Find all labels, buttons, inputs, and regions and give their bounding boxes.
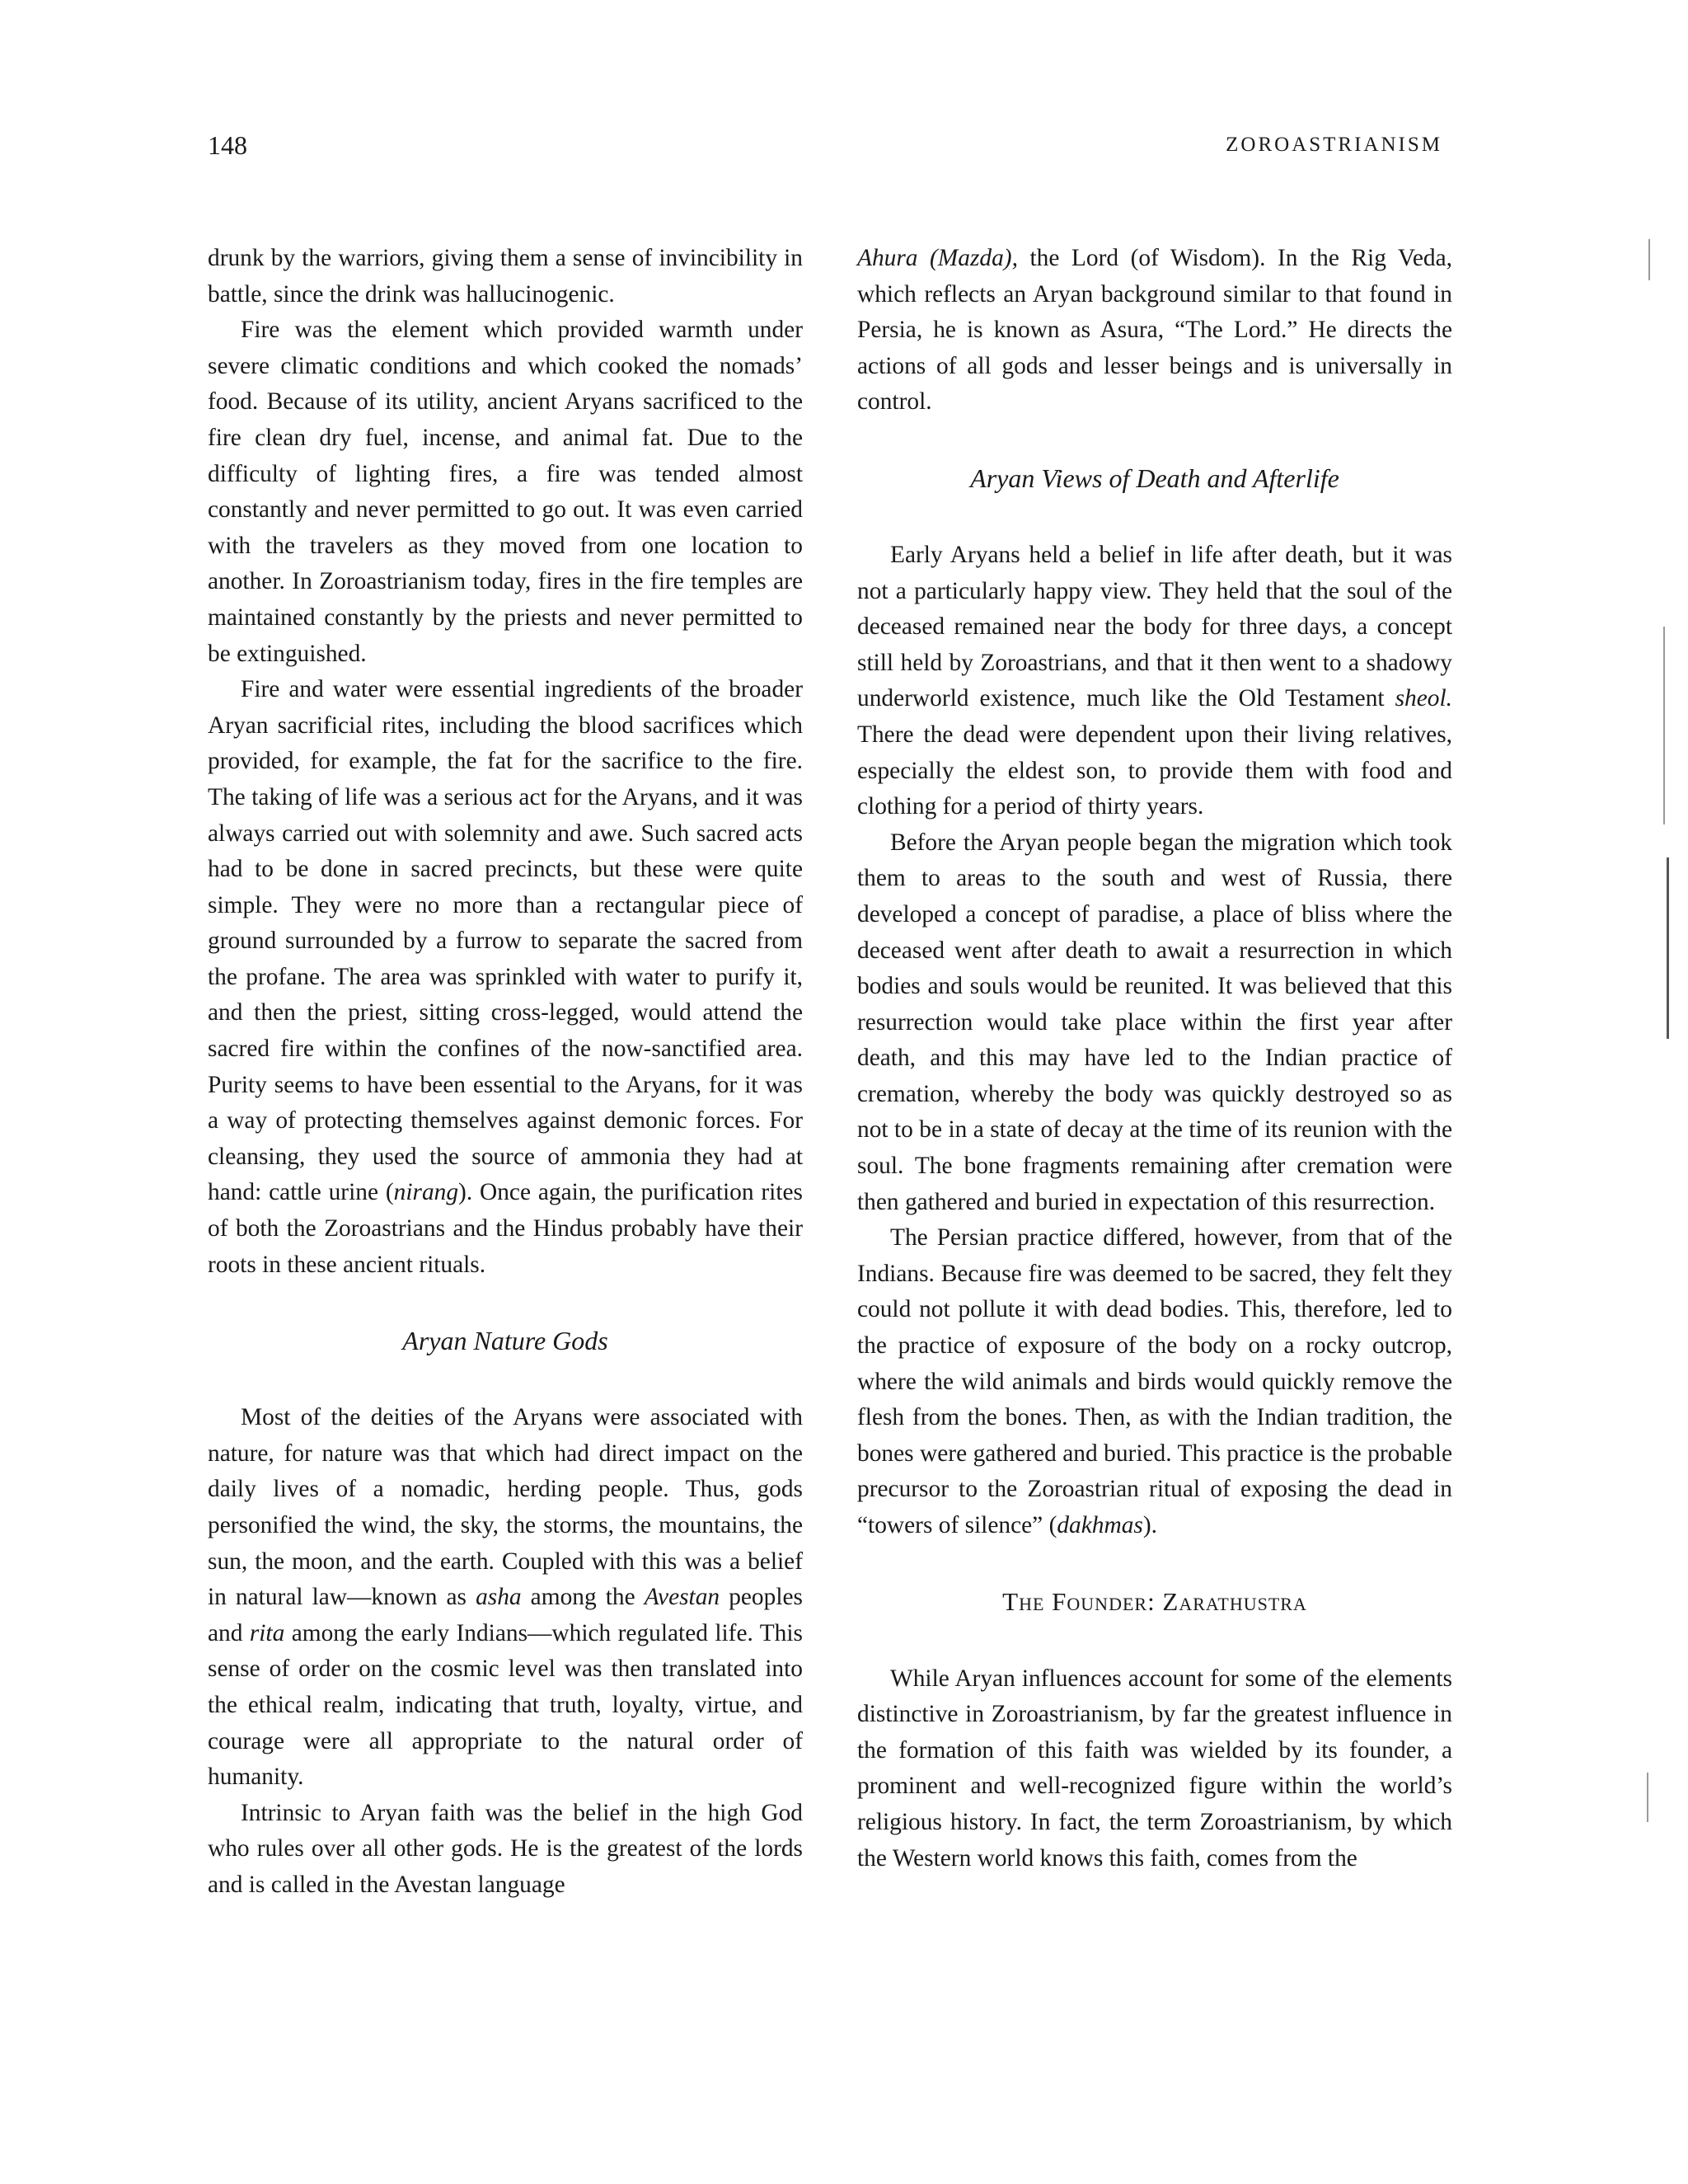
paragraph xyxy=(857,538,1452,825)
left-column xyxy=(208,241,803,1904)
italic-term: Ahura (Mazda), xyxy=(857,245,1018,271)
text-run: Fire and water were essential ingredients of the broader Aryan sacrificial rites, including the blood sacrifices which provided, for example, the fat for the sacrifice to the fire. The taking of life was a serious act for the Aryans, and it was always carried out with solemnity and awe. Such sacred acts had to be done in sacred precincts, but these were quite simple. They were no more than a rectangular piece of ground surrounded by a furrow to separate the sacred from the profane. The area was sprinkled with water to purify it, and then the priest, sitting cross-legged, would attend the sacred fire within the confines of the now-sanctified area. Purity seems to have been essential to the Aryans, for it was a way of protecting themselves against demonic forces. For cleansing, they used the source of ammonia they had at hand: cattle urine ( xyxy=(208,676,803,1206)
paragraph xyxy=(208,1400,803,1796)
italic-term: nirang xyxy=(393,1179,459,1206)
scan-speck xyxy=(1647,1773,1648,1822)
text-run: ). xyxy=(1142,1512,1157,1538)
paragraph: Fire was the element which provided warmth under severe climatic conditions and which cooked the nomads’ food. Because of its utility, ancient Aryans sacrificed to the fire clean dry fuel, incense, and animal fat. Due to the difficulty of lighting fires, a fire was tended almost constantly and never permitted to go out. It was even carried with the travelers as they moved from one location to another. In Zoroastrianism today, fires in the fire temples are maintained constantly by the priests and never permitted to be extinguished. xyxy=(208,317,803,667)
text-run: Early Aryans held a belief in life after death, but it was not a particularly happy view. They held that the soul of the deceased remained near the body for three days, a concept still held by Zoroastrians, and that it then went to a shadowy underworld existence, much like the Old Testament xyxy=(857,541,1452,712)
scan-speck xyxy=(1663,627,1665,824)
italic-term: dakhmas xyxy=(1057,1512,1143,1538)
scan-speck xyxy=(1648,239,1650,280)
italic-term: sheol. xyxy=(1395,685,1452,712)
paragraph: drunk by the warriors, giving them a sense of invincibility in battle, since the drink was hallucinogenic. xyxy=(208,245,803,308)
scan-speck xyxy=(1667,857,1669,1039)
text-run: Most of the deities of the Aryans were associated with nature, for nature was that which had direct impact on the daily lives of a nomadic, herding people. Thus, gods personified the wind, the sky, the storms, the mountains, the sun, the moon, and the earth. Coupled with this was a belief in natural law—known as xyxy=(208,1404,803,1611)
section-heading: Aryan Views of Death and Afterlife xyxy=(970,463,1339,493)
page-header xyxy=(0,130,1688,163)
italic-term: asha xyxy=(476,1584,522,1611)
paragraph xyxy=(208,672,803,1283)
text-run: among the early Indians—which regulated life. This sense of order on the cosmic level was then translated into the ethical realm, indicating that truth, loyalty, virtue, and courage were all appropriate to the natural order of humanity. xyxy=(208,1619,803,1791)
paragraph xyxy=(857,1220,1452,1543)
running-head: ZOROASTRIANISM xyxy=(1226,134,1442,156)
paragraph: While Aryan influences account for some of the elements distinctive in Zoroastrianism, by far the greatest influence in the formation of this faith was wielded by its founder, a prominent and well-recognized figure within the world’s religious history. In fact, the term Zoroastrianism, by which the Western world knows this faith, comes from the xyxy=(857,1665,1452,1872)
right-column xyxy=(857,241,1452,1876)
text-run: peoples and xyxy=(208,1584,803,1646)
paragraph: Before the Aryan people began the migration which took them to areas to the south and west of Russia, there developed a concept of paradise, a place of bliss where the deceased went after death to await a resurrection in which bodies and souls would be reunited. It was believed that this resurrection would take place within the first year after death, and this may have led to the Indian practice of cremation, whereby the body was quickly destroyed so as not to be in a state of decay at the time of its reunion with the soul. The bone fragments remaining after cremation were then gathered and buried in expectation of this resurrection. xyxy=(857,829,1452,1215)
text-run: There the dead were dependent upon their living relatives, especially the eldest son, to provide them with food and clothing for a period of thirty years. xyxy=(857,721,1452,820)
section-heading: Aryan Nature Gods xyxy=(402,1326,608,1356)
page-number: 148 xyxy=(208,130,247,160)
section-heading: The Founder: Zarathustra xyxy=(1002,1586,1307,1616)
italic-term: Avestan xyxy=(644,1584,720,1611)
paragraph xyxy=(857,241,1452,420)
text-run: the Lord (of Wisdom). In the Rig Veda, which reflects an Aryan background similar to that found in Persia, he is known as Asura, “The Lord.” He directs the actions of all gods and lesser beings and is universally in control. xyxy=(857,245,1452,416)
text-run: ). Once again, the purification rites of both the Zoroastrians and the Hindus probably have their roots in these ancient rituals. xyxy=(208,1179,803,1278)
italic-term: rita xyxy=(249,1619,285,1646)
text-run: among the xyxy=(521,1584,645,1611)
paragraph: Intrinsic to Aryan faith was the belief in the high God who rules over all other gods. He is the greatest of the lords and is called in the Avestan language xyxy=(208,1799,803,1898)
text-run: The Persian practice differed, however, from that of the Indians. Because fire was deemed to be sacred, they felt they could not pollute it with dead bodies. This, therefore, led to the practice of exposure of the body on a rocky outcrop, where the wild animals and birds would quickly remove the flesh from the bones. Then, as with the Indian tradition, the bones were gathered and buried. This practice is the probable precursor to the Zoroastrian ritual of exposing the dead in “towers of silence” ( xyxy=(857,1224,1452,1538)
